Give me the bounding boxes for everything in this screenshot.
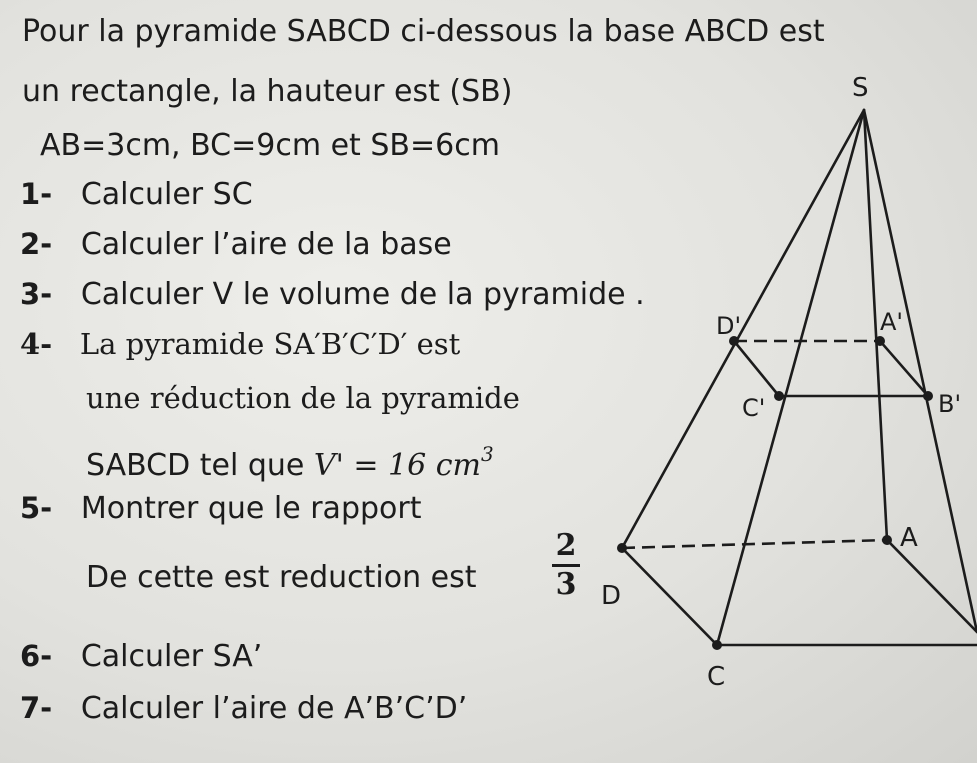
- edge-SC: [717, 110, 864, 645]
- question-4-line-2: une réduction de la pyramide: [86, 381, 520, 415]
- label-Bprime: B': [938, 390, 962, 418]
- edge-SD: [622, 110, 864, 548]
- question-text: Calculer l’aire de la base: [80, 227, 452, 262]
- label-Dprime: D': [716, 312, 742, 340]
- label-Cprime: C': [742, 394, 766, 422]
- question-text: Calculer SA’: [80, 639, 263, 674]
- question-text: SABCD tel que: [86, 448, 305, 483]
- question-text: Montrer que le rapport: [80, 491, 422, 526]
- hidden-edge-DA: [622, 540, 887, 548]
- fraction-numerator: 2: [555, 528, 577, 563]
- question-text: Calculer V le volume de la pyramide .: [80, 277, 645, 312]
- question-number: 4-: [20, 327, 53, 361]
- point-D: [617, 543, 627, 553]
- question-5-line-2: De cette est reduction est: [86, 560, 477, 595]
- edge-SB: [864, 110, 977, 632]
- header-line-1: Pour la pyramide SABCD ci-dessous la base ABCD est: [22, 14, 825, 49]
- label-Aprime: A': [880, 308, 904, 336]
- question-text: Calculer l’aire de A’B’C’D’: [80, 691, 468, 726]
- question-number: 3-: [20, 277, 53, 311]
- question-text: Calculer SC: [80, 177, 253, 212]
- header-line-2: un rectangle, la hauteur est (SB): [22, 74, 513, 109]
- question-text: La pyramide SA′B′C′D′ est: [79, 327, 461, 361]
- point-Cprime: [774, 391, 784, 401]
- label-A: A: [900, 523, 918, 553]
- edge-AB: [887, 540, 977, 632]
- volume-formula: V' = 16 $cm^3$: [313, 442, 494, 483]
- question-number: 2-: [20, 227, 53, 261]
- question-number: 7-: [20, 691, 53, 725]
- label-C: C: [707, 662, 726, 692]
- question-number: 5-: [20, 491, 53, 525]
- edge-DprimeCprime: [734, 341, 779, 396]
- point-Aprime: [875, 336, 885, 346]
- volume-exponent: 3: [481, 442, 494, 466]
- edge-DC: [622, 548, 717, 645]
- point-A: [882, 535, 892, 545]
- point-C: [712, 640, 722, 650]
- point-Bprime: [923, 391, 933, 401]
- label-D: D: [601, 581, 622, 611]
- question-number: 1-: [20, 177, 53, 211]
- header-line-3: AB=3cm, BC=9cm et SB=6cm: [40, 128, 500, 163]
- question-number: 6-: [20, 639, 53, 673]
- label-S: S: [852, 73, 869, 103]
- fraction-denominator: 3: [555, 567, 577, 602]
